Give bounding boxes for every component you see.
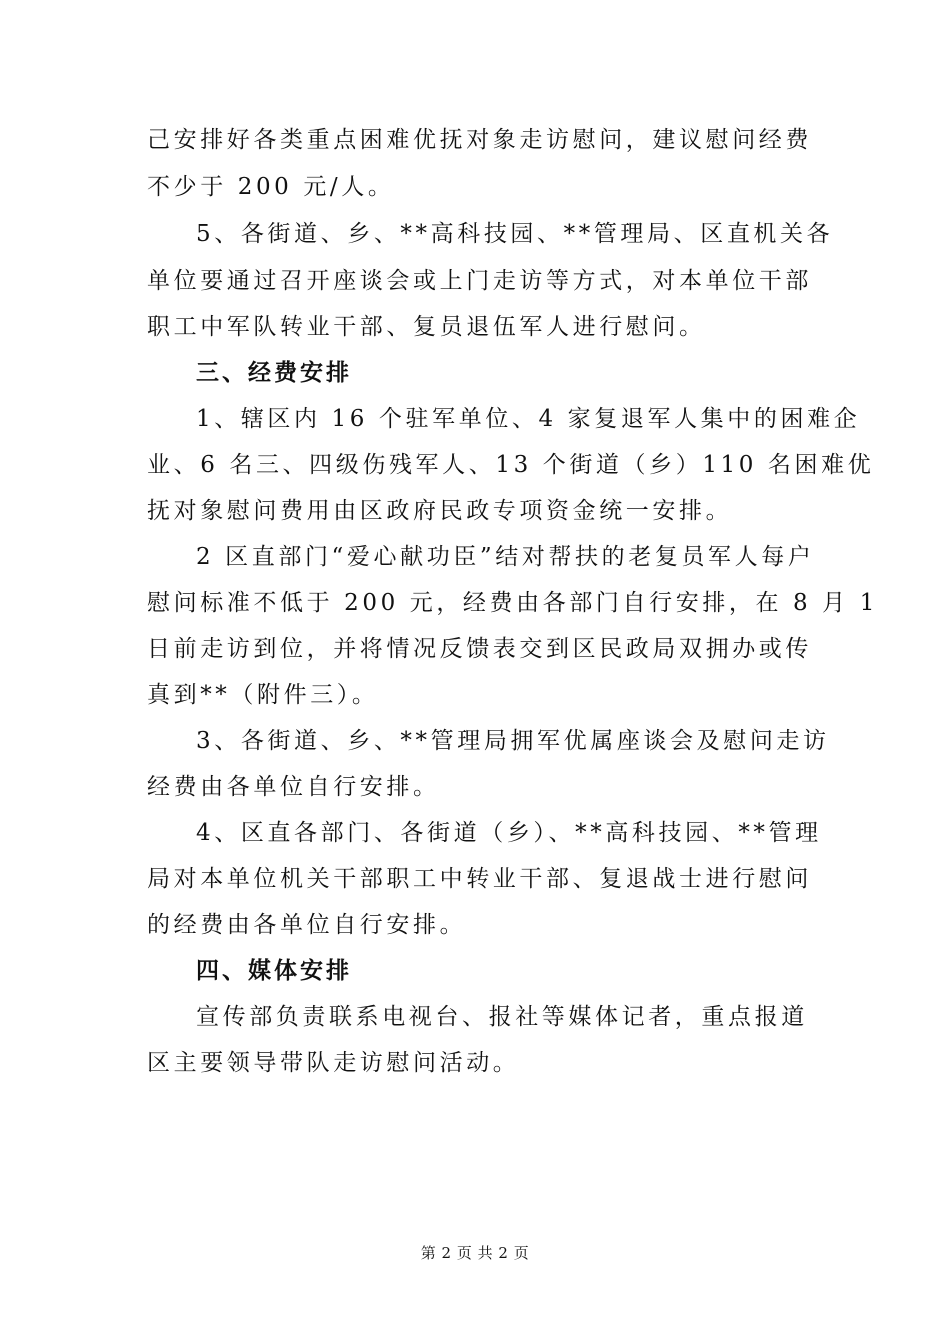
paragraph-line: 4、区直各部门、各街道（乡）、**高科技园、**管理 [196, 820, 822, 846]
paragraph-line: 抚对象慰问费用由区政府民政专项资金统一安排。 [147, 498, 733, 524]
page-number-footer: 第 2 页 共 2 页 [420, 1244, 530, 1262]
paragraph-line: 己安排好各类重点困难优抚对象走访慰问，建议慰问经费 [147, 127, 812, 153]
paragraph-line: 的经费由各单位自行安排。 [147, 912, 467, 938]
paragraph-line: 经费由各单位自行安排。 [147, 774, 440, 800]
paragraph-line: 3、各街道、乡、**管理局拥军优属座谈会及慰问走访 [196, 728, 830, 754]
paragraph-line: 1、辖区内 16 个驻军单位、4 家复退军人集中的困难企 [196, 406, 861, 432]
section-heading-funding: 三、经费安排 [196, 360, 352, 386]
paragraph-line: 业、6 名三、四级伤残军人、13 个街道（乡）110 名困难优 [147, 452, 875, 478]
paragraph-line: 宣传部负责联系电视台、报社等媒体记者，重点报道 [196, 1004, 808, 1030]
paragraph-line: 局对本单位机关干部职工中转业干部、复退战士进行慰问 [147, 866, 812, 892]
paragraph-line: 区主要领导带队走访慰问活动。 [147, 1050, 520, 1076]
paragraph-line: 真到**（附件三）。 [147, 682, 379, 708]
paragraph-line: 日前走访到位，并将情况反馈表交到区民政局双拥办或传 [147, 636, 812, 662]
paragraph-line: 职工中军队转业干部、复员退伍军人进行慰问。 [147, 314, 706, 340]
paragraph-line: 慰问标准不低于 200 元，经费由各部门自行安排，在 8 月 1 [147, 590, 878, 616]
paragraph-line: 不少于 200 元/人。 [147, 174, 395, 200]
section-heading-media: 四、媒体安排 [196, 958, 352, 984]
paragraph-line: 2 区直部门“爱心献功臣”结对帮扶的老复员军人每户 [196, 544, 815, 570]
paragraph-line: 单位要通过召开座谈会或上门走访等方式，对本单位干部 [147, 268, 812, 294]
paragraph-line: 5、各街道、乡、**高科技园、**管理局、区直机关各 [196, 221, 834, 247]
